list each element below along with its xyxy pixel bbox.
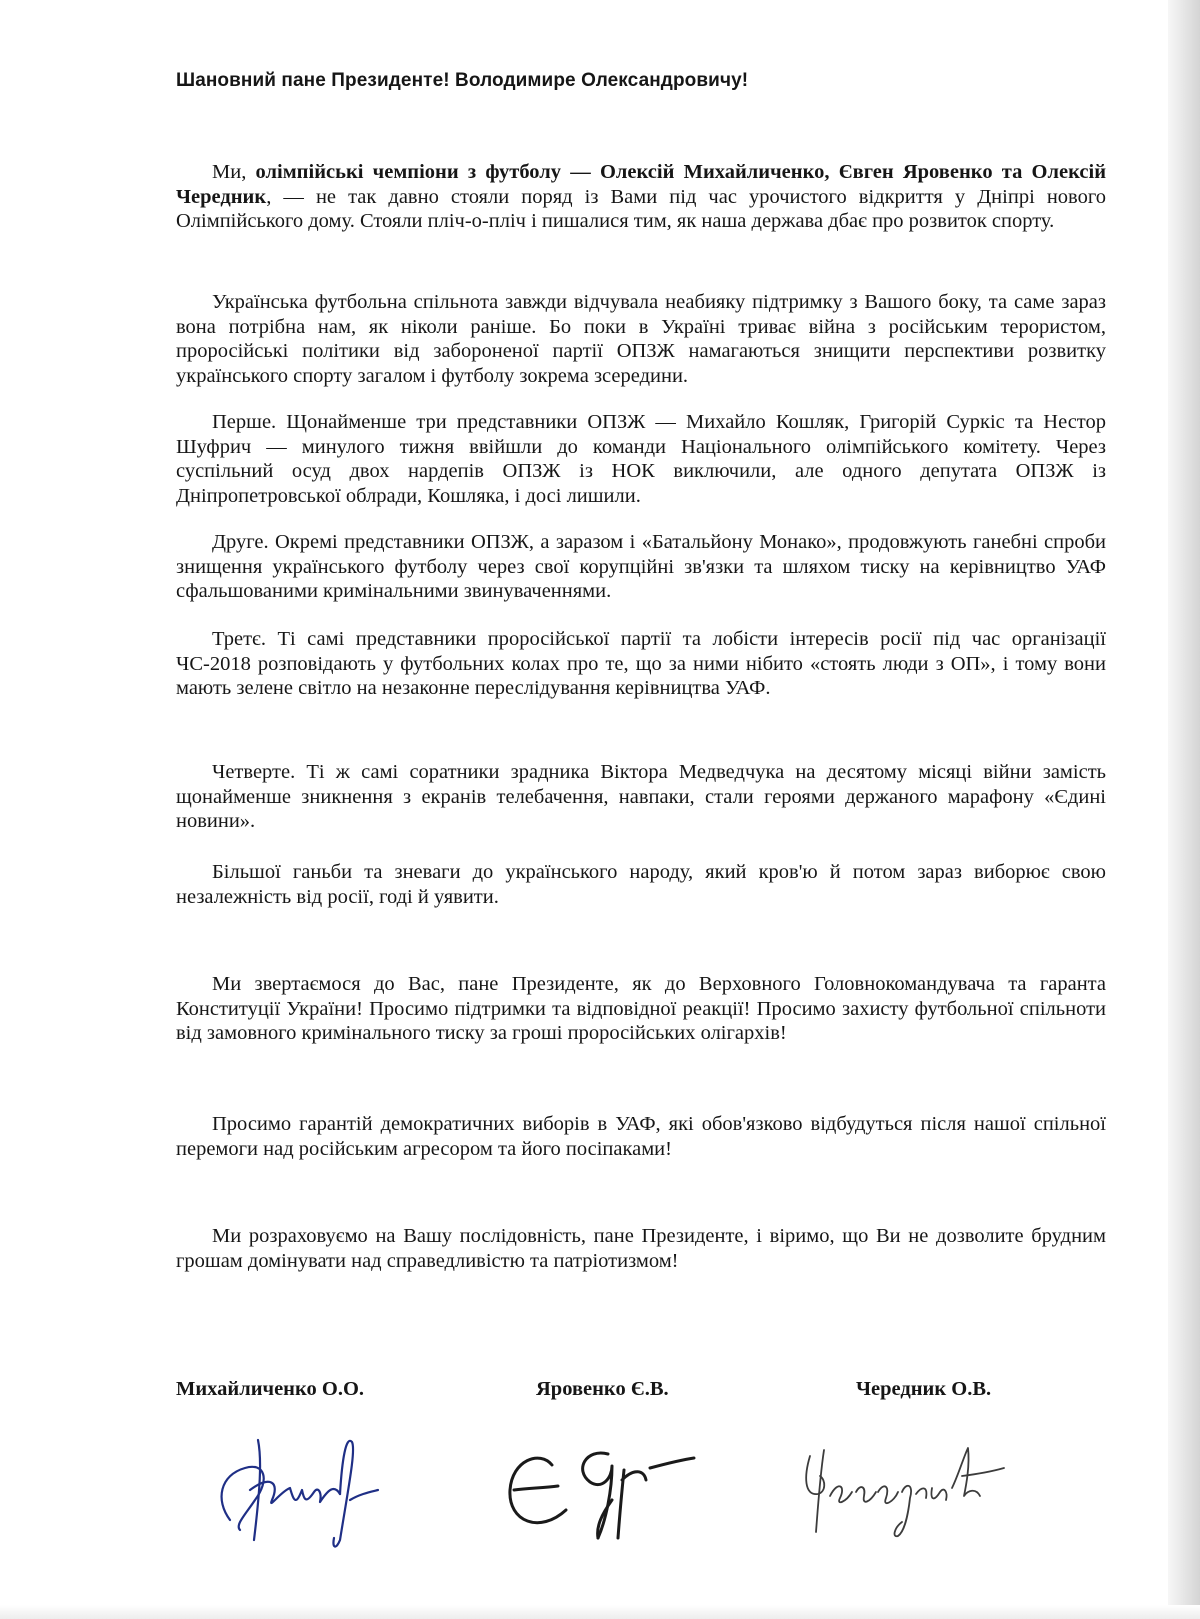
- paragraph-intro: [176, 160, 1106, 234]
- salutation-heading: Шановний пане Президенте! Володимире Олександровичу!: [176, 70, 749, 91]
- intro-bold-names: олімпійські чемпіони з футболу — Олексій Михайличенко, Євген Яровенко та Олексій Чередник: [176, 161, 1107, 208]
- signatory-name-cherednyk: Чередник О.В.: [856, 1378, 992, 1400]
- signature-cherednyk: [790, 1436, 1030, 1546]
- signatory-name-yarovenko: Яровенко Є.В.: [536, 1378, 669, 1400]
- intro-tail: , — не так давно стояли поряд із Вами під час урочистого відкриття у Дніпрі нового Олімпійського дому. Стояли пліч-о-пліч і пишалися тим, як наша держава дбає про розвиток спорту.: [176, 185, 1106, 232]
- paragraph-fourth: Четверте. Ті ж самі соратники зрадника Віктора Медведчука на десятому місяці війни замість щонайменше зникнення з екранів телебачення, навпаки, стали героями держаного марафону «Єдині новини».: [176, 761, 1106, 832]
- paragraph-closing: Ми розраховуємо на Вашу послідовність, пане Президенте, і віримо, що Ви не дозволите брудним грошам домінувати над справедливістю та патріотизмом!: [176, 1225, 1106, 1272]
- signature-yarovenko: [500, 1430, 700, 1550]
- paragraph-first: Перше. Щонайменше три представники ОПЗЖ — Михайло Кошляк, Григорій Суркіс та Нестор Шуфрич — минулого тижня ввійшли до команди Національного олімпійського комітету. Через суспільний осуд двох нардепів ОПЗЖ із НОК виключили, але одного депутата ОПЗЖ із Дніпропетровської облради, Кошляка, і досі лишили.: [176, 411, 1106, 507]
- signatory-name-mykhailychenko: Михайличенко О.О.: [176, 1378, 365, 1400]
- signature-mykhailychenko: [210, 1420, 390, 1560]
- intro-lead: Ми,: [212, 161, 256, 183]
- paragraph-shame: Більшої ганьби та зневаги до українського народу, який кров'ю й потом зараз виборює свою незалежність від росії, годі й уявити.: [176, 861, 1106, 908]
- paragraph-support: Українська футбольна спільнота завжди відчувала неабияку підтримку з Вашого боку, та саме зараз вона потрібна нам, як ніколи раніше. Бо поки в Україні триває війна з російським терористом, проросійські політики від забороненої партії ОПЗЖ намагаються знищити перспективи розвитку українського спорту загалом і футболу зокрема зсередини.: [176, 291, 1106, 387]
- paragraph-elections: Просимо гарантій демократичних виборів в УАФ, які обов'язково відбудуться після нашої спільної перемоги над російським агресором та його посіпаками!: [176, 1113, 1106, 1160]
- paragraph-appeal: Ми звертаємося до Вас, пане Президенте, як до Верховного Головнокомандувача та гаранта Конституції України! Просимо підтримки та відповідної реакції! Просимо захисту футбольної спільноти від замовного кримінального тиску за гроші проросійських олігархів!: [176, 973, 1106, 1044]
- paragraph-third: Третє. Ті самі представники проросійської партії та лобісти інтересів росії під час організації ЧС-2018 розповідають у футбольних колах про те, що за ними нібито «стоять люди з ОП», і тому вони мають зелене світло на незаконне переслідування керівництва УАФ.: [176, 628, 1106, 699]
- paragraph-second: Друге. Окремі представники ОПЗЖ, а заразом і «Батальйону Монако», продовжують ганебні спроби знищення українського футболу через свої корупційні зв'язки та шляхом тиску на керівництво УАФ сфальшованими кримінальними звинуваченнями.: [176, 531, 1106, 602]
